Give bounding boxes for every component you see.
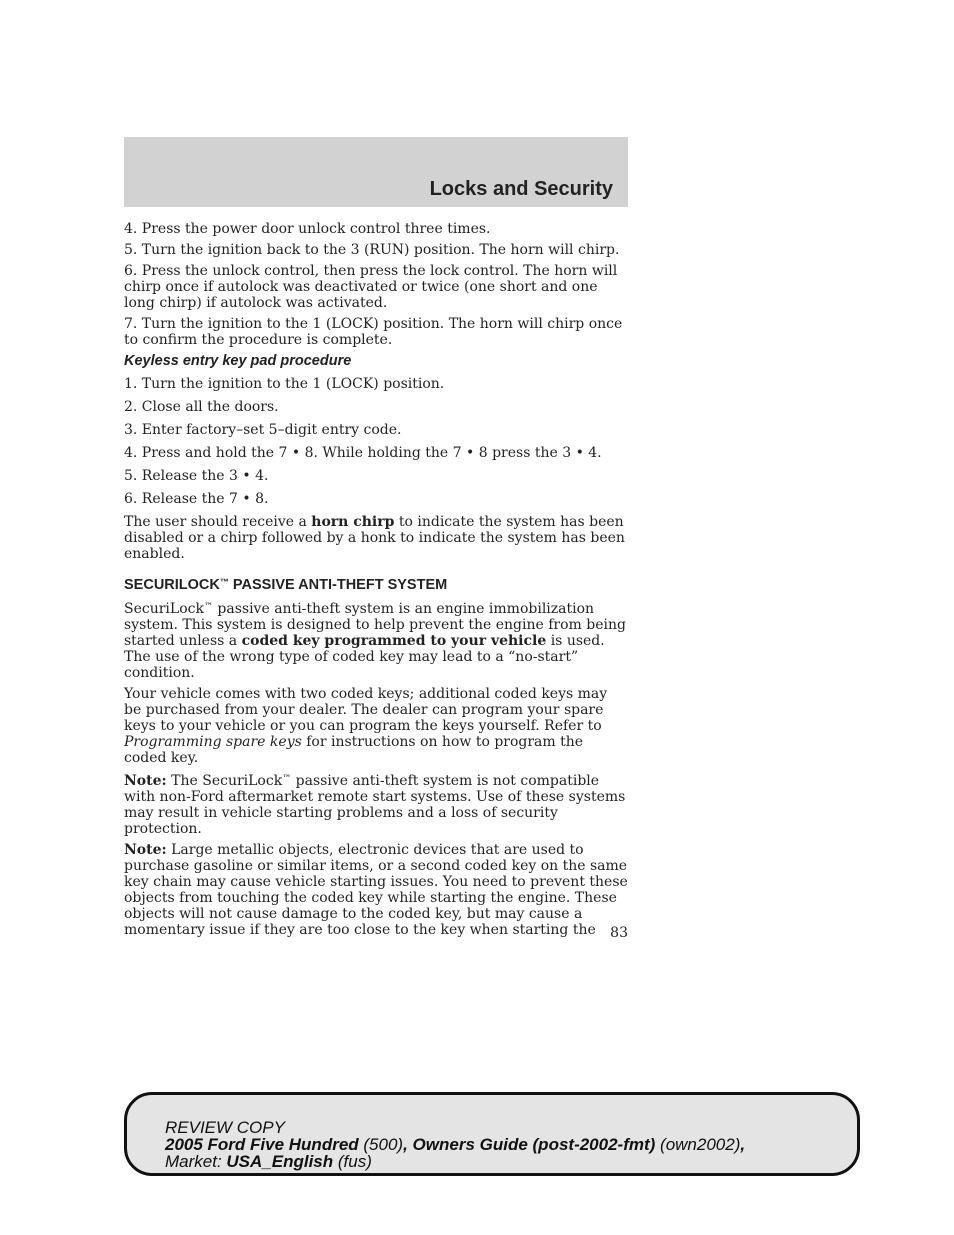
note-paragraph: Note: Large metallic objects, electronic devices that are used to purchase gasoline or similar items, or a second coded key on the same key chain may cause vehicle starting issues. You need to prevent these objects from touching the coded key while starting the engine. These objects will not cause damage to the coded key, but may cause a momentary issue if they are too close to the key when starting the — [124, 842, 628, 938]
securilock-paragraph: SecuriLock™ passive anti-theft system is an engine immobilization system. This system is designed to help prevent the engine from being started unless a coded key programmed to your vehicle is used. The use of the wrong type of coded key may lead to a “no-start” condition. — [124, 601, 626, 681]
footer-publication-line: 2005 Ford Five Hundred (500), Owners Guide (post-2002-fmt) (own2002), — [165, 1135, 746, 1154]
trademark-symbol: ™ — [203, 602, 213, 612]
review-footer — [124, 1092, 860, 1176]
trademark-symbol: ™ — [219, 577, 229, 587]
keypad-heading: Keyless entry key pad procedure — [124, 353, 352, 369]
keypad-step: 6. Release the 7 • 8. — [124, 491, 269, 507]
securilock-heading: SECURILOCK™ PASSIVE ANTI-THEFT SYSTEM — [124, 577, 448, 593]
step-item: 4. Press the power door unlock control three times. — [124, 221, 491, 237]
footer-text — [165, 1119, 745, 1170]
review-copy-label: REVIEW COPY — [165, 1118, 285, 1137]
footer-market-line: Market: USA_English (fus) — [165, 1152, 372, 1171]
page-number: 83 — [610, 925, 628, 941]
keypad-result: The user should receive a horn chirp to indicate the system has been disabled or a chirp followed by a honk to indicate the system has been enabled. — [124, 514, 625, 562]
coded-keys-paragraph: Your vehicle comes with two coded keys; additional coded keys may be purchased from your dealer. The dealer can program your spare keys to your vehicle or you can program the keys yourself. Refer to Programming spare keys for instructions on how to program the coded key. — [124, 686, 608, 766]
keypad-step: 2. Close all the doors. — [124, 399, 279, 415]
keypad-step: 5. Release the 3 • 4. — [124, 468, 269, 484]
section-title: Locks and Security — [429, 178, 613, 200]
section-header — [124, 137, 628, 207]
step-item: 5. Turn the ignition back to the 3 (RUN) position. The horn will chirp. — [124, 242, 620, 258]
step-item: 6. Press the unlock control, then press the lock control. The horn will chirp once if autolock was deactivated or twice (one short and one long chirp) if autolock was activated. — [124, 263, 618, 311]
page-content — [124, 221, 628, 943]
keypad-step: 3. Enter factory–set 5–digit entry code. — [124, 422, 402, 438]
step-item: 7. Turn the ignition to the 1 (LOCK) position. The horn will chirp once to confirm the procedure is complete. — [124, 316, 623, 348]
trademark-symbol: ™ — [282, 774, 292, 784]
note-paragraph: Note: The SecuriLock™ passive anti-theft system is not compatible with non-Ford aftermarket remote start systems. Use of these systems may result in vehicle starting problems and a loss of security protection. — [124, 773, 626, 837]
cross-reference: Programming spare keys — [124, 734, 302, 750]
keypad-step: 4. Press and hold the 7 • 8. While holding the 7 • 8 press the 3 • 4. — [124, 445, 602, 461]
keypad-step: 1. Turn the ignition to the 1 (LOCK) position. — [124, 376, 445, 392]
